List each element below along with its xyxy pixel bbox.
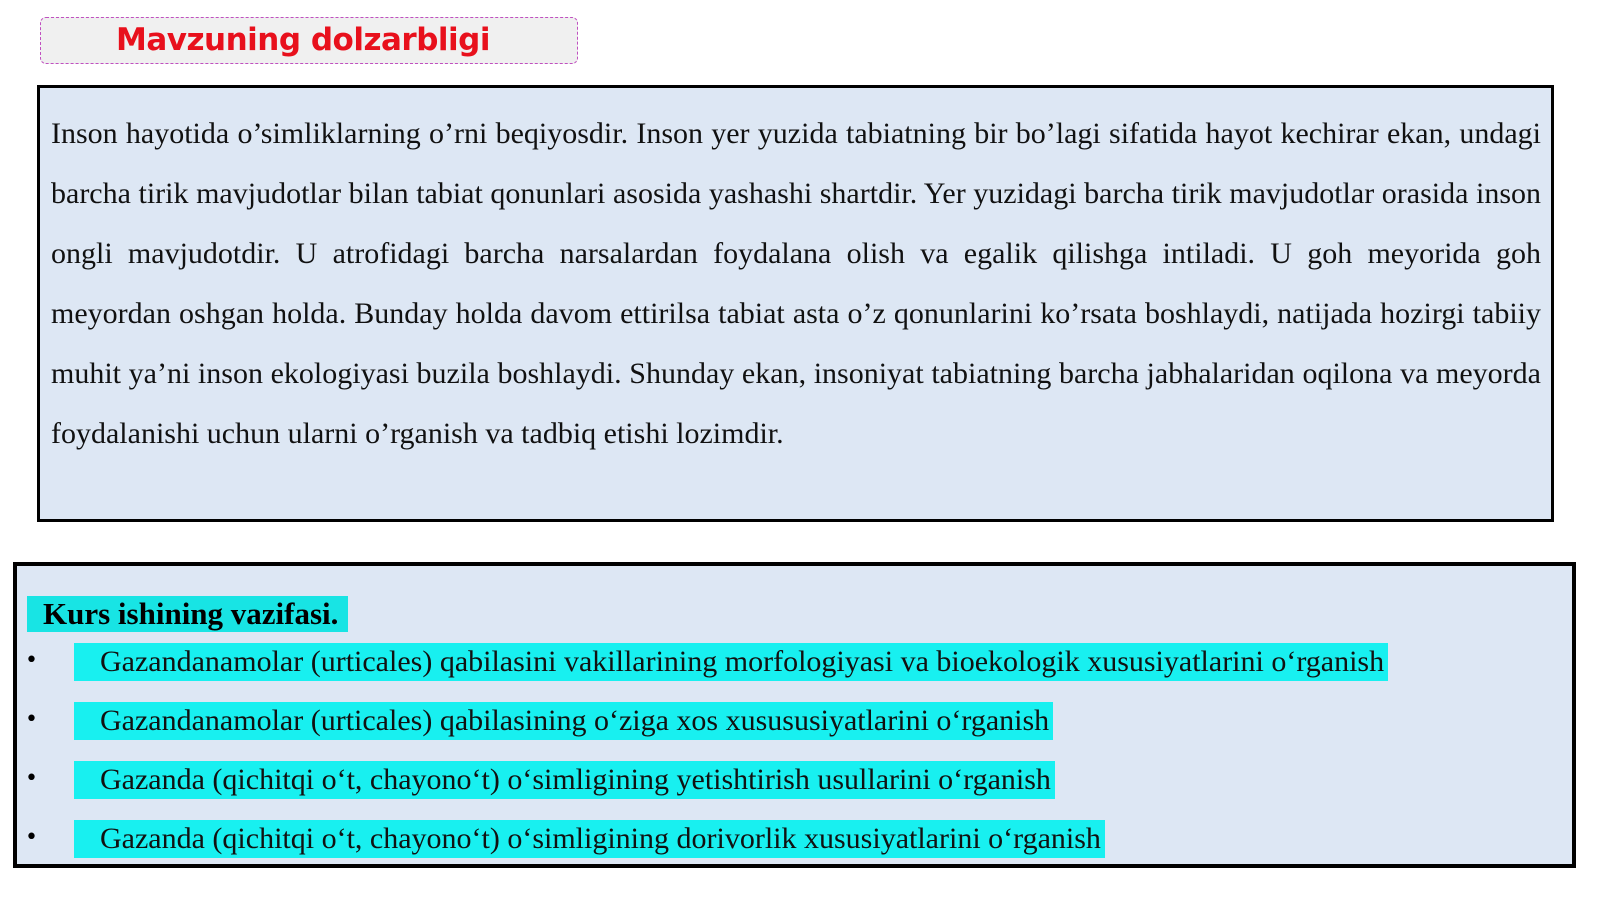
bullet-icon: • [25, 707, 38, 732]
tasks-box [13, 562, 1576, 868]
intro-box [37, 85, 1554, 522]
task-text: Gazandanamolar (urticales) qabilasini vakillarining morfologiyasi va bioekologik xususiyatlarini o‘rganish [74, 643, 1388, 681]
task-text: Gazandanamolar (urticales) qabilasining o‘ziga xos xusususiyatlarini o‘rganish [74, 702, 1053, 740]
bullet-icon: • [25, 825, 38, 850]
bullet-icon: • [25, 766, 38, 791]
tasks-heading: Kurs ishining vazifasi. [27, 596, 348, 632]
intro-paragraph: Inson hayotida o’simliklarning o’rni beqiyosdir. Inson yer yuzida tabiatning bir bo’lagi sifatida hayot kechirar ekan, undagi barcha tirik mavjudotlar bilan tabiat qonunlari asosida yashashi shartdir. Yer yuzidagi barcha tirik mavjudotlar orasida inson ongli mavjudotdir. U atrofidagi barcha narsalardan foydalana olish va egalik qilishga intiladi. U goh meyorida goh meyordan oshgan holda. Bunday holda davom ettirilsa tabiat asta o’z qonunlarini ko’rsata boshlaydi, natijada hozirgi tabiiy muhit ya’ni inson ekologiyasi buzila boshlaydi. Shunday ekan, insoniyat tabiatning barcha jabhalaridan oqilona va meyorda foydalanishi uchun ularni o’rganish va tadbiq etishi lozimdir. [51, 117, 1541, 450]
task-text: Gazanda (qichitqi o‘t, chayono‘t) o‘simligining yetishtirish usullarini o‘rganish [74, 761, 1055, 799]
bullet-icon: • [25, 648, 38, 673]
title-box [40, 17, 578, 64]
page-title: Mavzuning dolzarbligi [116, 22, 490, 58]
task-text: Gazanda (qichitqi o‘t, chayono‘t) o‘simligining dorivorlik xususiyatlarini o‘rganish [74, 820, 1105, 858]
